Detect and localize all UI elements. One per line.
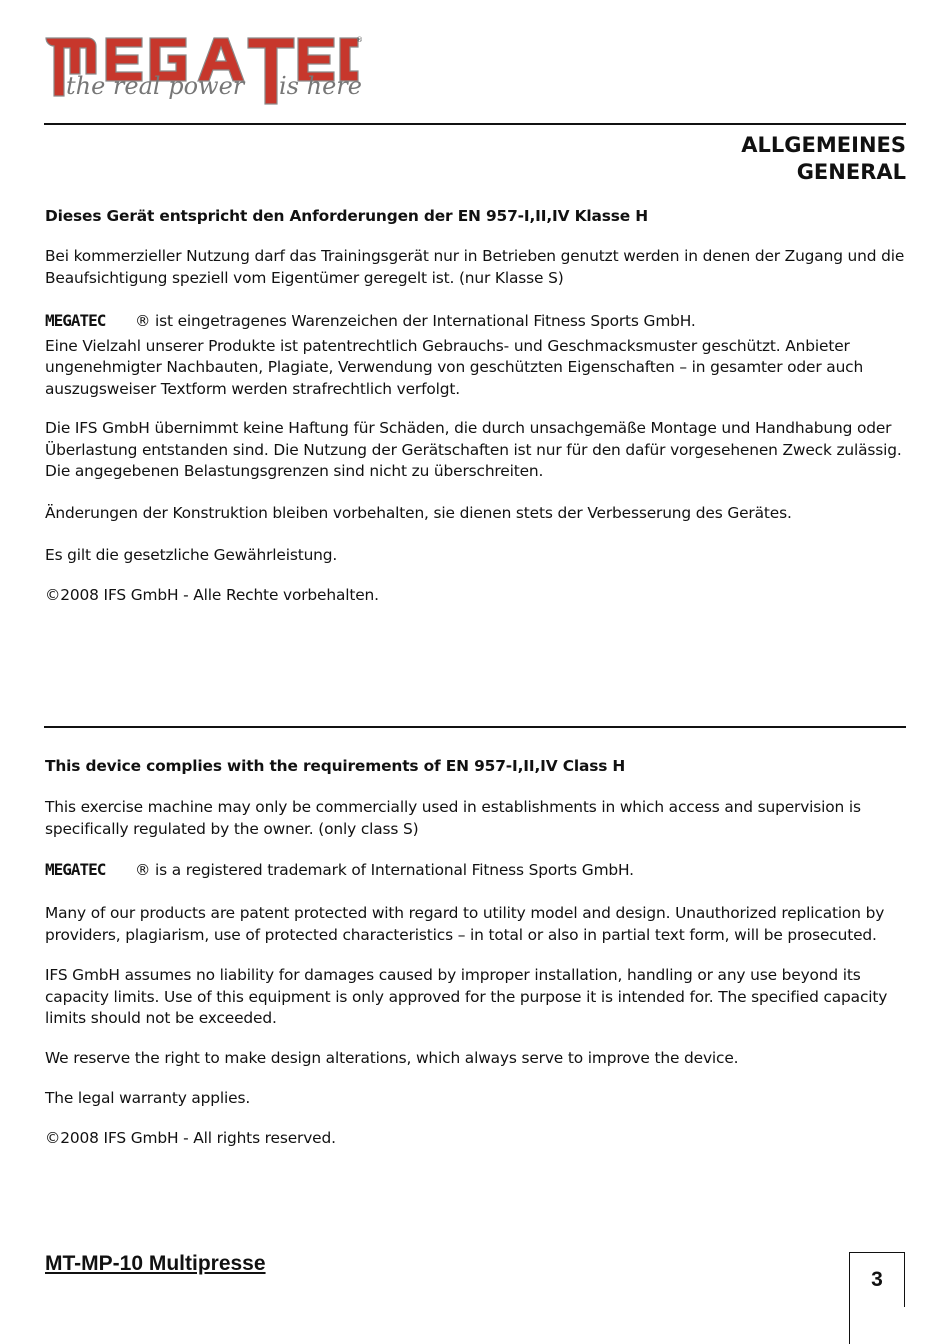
english-patents: Many of our products are patent protected with regard to utility model and design. Unauthorized replication by providers, plagiarism, use of protected characteristics – in total or also in partial text form, will be prosecuted.	[45, 904, 885, 944]
english-copyright-block	[45, 1128, 907, 1150]
english-liability: IFS GmbH assumes no liability for damages caused by improper installation, handling or any use beyond its capacity limits. Use of this equipment is only approved for the purpose it is intended for. The specified capacity limits should not be exceeded.	[45, 966, 888, 1027]
english-changes-block	[45, 1048, 907, 1070]
german-liability-block	[45, 418, 907, 483]
german-changes: Änderungen der Konstruktion bleiben vorbehalten, sie dienen stets der Verbesserung des Gerätes.	[45, 504, 792, 522]
page-number-box	[849, 1252, 905, 1307]
section-title-de: ALLGEMEINES	[741, 133, 906, 157]
megatec-inline-logo-en	[45, 860, 127, 885]
tagline-right: is here	[279, 72, 362, 100]
german-compliance: Dieses Gerät entspricht den Anforderungen der EN 957-I,II,IV Klasse H	[45, 207, 648, 225]
page-number: 3	[871, 1268, 883, 1291]
megatec-logo	[44, 30, 364, 110]
section-divider	[44, 726, 906, 728]
megatec-inline-logo	[45, 311, 127, 336]
product-title: MT-MP-10 Multipresse	[45, 1252, 266, 1275]
english-trademark: ® is a registered trademark of International Fitness Sports GmbH.	[135, 861, 634, 879]
english-warranty-block	[45, 1088, 907, 1110]
german-trademark-block	[45, 311, 907, 400]
english-trademark-block	[45, 860, 907, 885]
english-patents-block	[45, 903, 907, 946]
english-copyright: ©2008 IFS GmbH - All rights reserved.	[45, 1129, 336, 1147]
svg-text:MEGATEC: MEGATEC	[45, 860, 106, 878]
german-trademark: ® ist eingetragenes Warenzeichen der International Fitness Sports GmbH.	[135, 312, 696, 330]
german-section	[45, 206, 907, 228]
tagline-left: the real power	[66, 72, 245, 100]
header-divider	[44, 123, 906, 125]
english-commercial-block	[45, 797, 907, 840]
page-box-line	[849, 1306, 850, 1344]
english-liability-block	[45, 965, 907, 1030]
english-commercial: This exercise machine may only be commercially used in establishments in which access and supervision is specifically regulated by the owner. (only class S)	[45, 798, 861, 838]
german-liability: Die IFS GmbH übernimmt keine Haftung für Schäden, die durch unsachgemäße Montage und Handhabung oder Überlastung entstanden sind. Die Nutzung der Gerätschaften ist nur für den dafür vorgesehenen Zweck zulässig. Die angegebenen Belastungsgrenzen sind nicht zu überschreiten.	[45, 419, 902, 480]
german-copyright-block	[45, 585, 907, 607]
german-warranty-block	[45, 545, 907, 567]
section-title	[741, 132, 906, 186]
megatec-logo-graphic	[44, 30, 364, 110]
english-compliance: This device complies with the requirements of EN 957-I,II,IV Class H	[45, 757, 626, 775]
english-section	[45, 756, 907, 778]
german-commercial-block	[45, 246, 907, 289]
english-warranty: The legal warranty applies.	[45, 1089, 251, 1107]
svg-text:MEGATEC: MEGATEC	[45, 311, 106, 329]
german-patents: Eine Vielzahl unserer Produkte ist patentrechtlich Gebrauchs- und Geschmacksmuster geschützt. Anbieter ungenehmigter Nachbauten, Plagiate, Verwendung von geschützten Eigenschaften – in gesamter oder auch auszugsweiser Textform werden strafrechtlich verfolgt.	[45, 336, 864, 398]
registered-mark: ®	[356, 36, 363, 44]
section-title-en: GENERAL	[796, 160, 906, 184]
german-warranty: Es gilt die gesetzliche Gewährleistung.	[45, 546, 338, 564]
german-commercial: Bei kommerzieller Nutzung darf das Trainingsgerät nur in Betrieben genutzt werden in denen der Zugang und die Beaufsichtigung speziell vom Eigentümer geregelt ist. (nur Klasse S)	[45, 247, 905, 287]
german-changes-block	[45, 503, 907, 525]
english-changes: We reserve the right to make design alterations, which always serve to improve the device.	[45, 1049, 739, 1067]
german-copyright: ©2008 IFS GmbH - Alle Rechte vorbehalten.	[45, 586, 379, 604]
